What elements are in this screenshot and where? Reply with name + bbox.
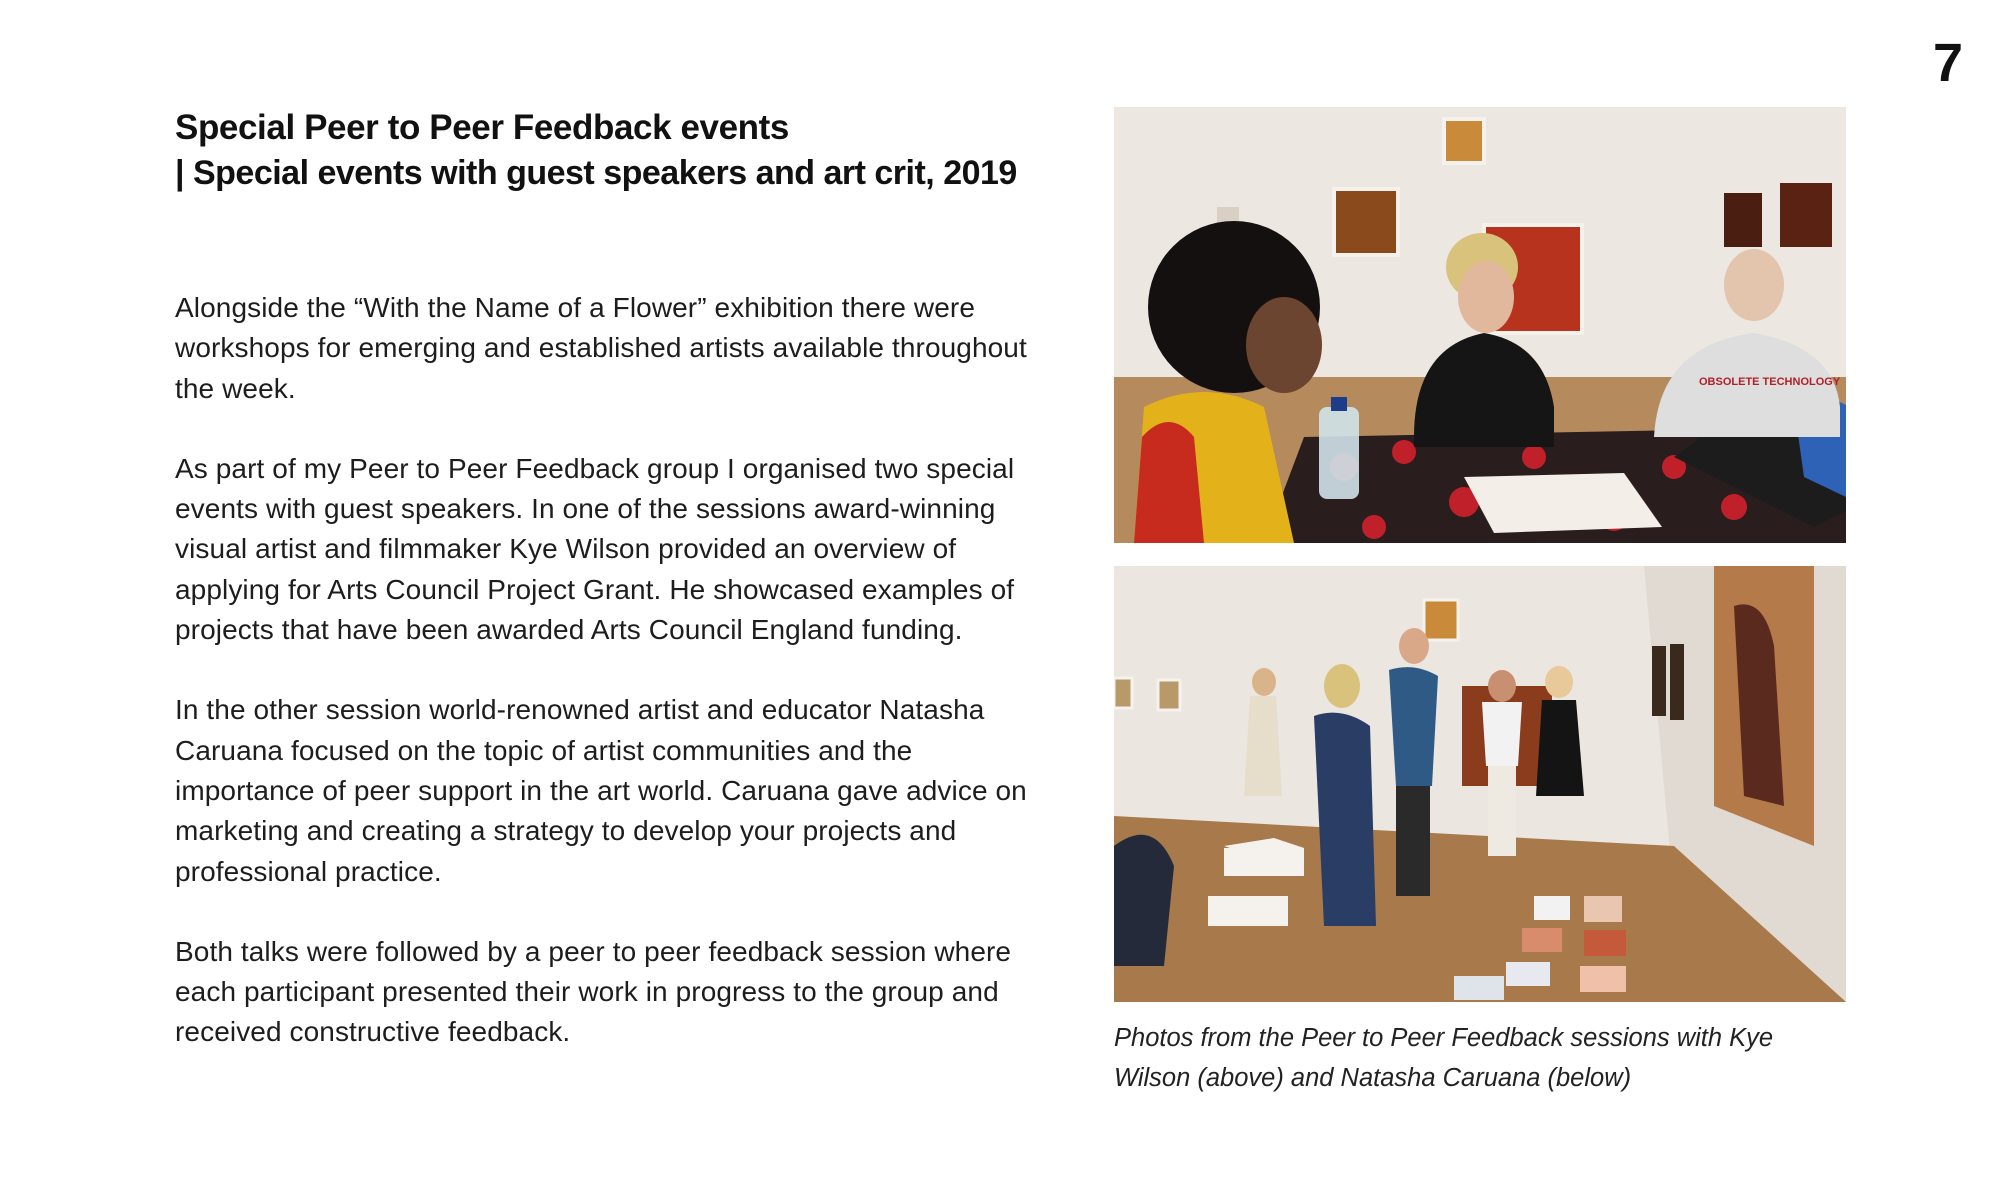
paragraph: As part of my Peer to Peer Feedback group I organised two special events with guest speakers. In one of the sessions award-winning visual artist and filmmaker Kye Wilson provided an overview of applying for Arts Council Project Grant. He showcased examples of projects that have been awarded Arts Council England funding.	[175, 452, 1015, 646]
page-title: Special Peer to Peer Feedback events	[175, 108, 789, 147]
paragraph: In the other session world-renowned artist and educator Natasha Caruana focused on the topic of artist communities and the importance of peer support in the art world. Caruana gave advice on marketing and creating a strategy to develop your projects and professional practice.	[175, 694, 1027, 887]
page-number: 7	[1932, 33, 1963, 93]
tshirt-print: OBSOLETE TECHNOLOGY	[1699, 376, 1841, 388]
paragraph: Alongside the “With the Name of a Flower” exhibition there were workshops for emerging and established artists available throughout the week.	[175, 292, 1027, 404]
body-text	[175, 288, 1035, 1093]
photo-caption: Photos from the Peer to Peer Feedback sessions with Kye Wilson (above) and Natasha Caruana (below)	[1114, 1024, 1774, 1092]
page-subtitle: | Special events with guest speakers and art crit, 2019	[175, 154, 1017, 192]
photo-natasha-caruana-session	[1114, 566, 1846, 1002]
paragraph: Both talks were followed by a peer to peer feedback session where each participant presented their work in progress to the group and received constructive feedback.	[175, 935, 1012, 1048]
photo-kye-wilson-session	[1114, 107, 1846, 543]
